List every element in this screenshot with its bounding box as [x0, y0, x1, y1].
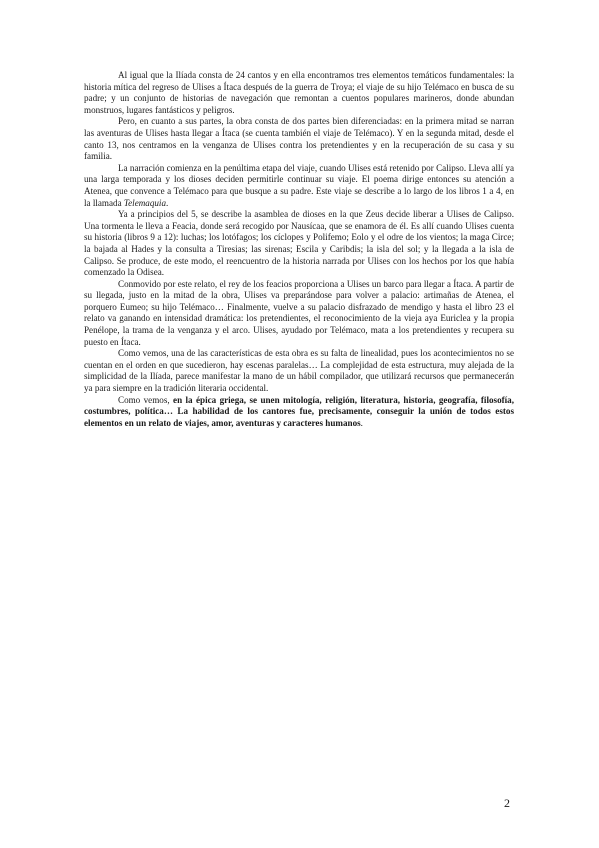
- paragraph-telemaquia-text: La narración comienza en la penúltima etapa del viaje, cuando Ulises está retenido por Calipso. Lleva allí ya una larga temporada y los dioses deciden permitirle continuar su viaje. El poema dirige entonces su atención a Atenea, que convence a Telémaco para que busque a su padre. Este viaje se describe a lo largo de los libros 1 a 4, en la llamada: [84, 162, 514, 208]
- paragraph-two-parts: Pero, en cuanto a sus partes, la obra consta de dos partes bien diferenciadas: en la primera mitad se narran las aventuras de Ulises hasta llegar a Ítaca (se cuenta también el viaje de Telémaco). Y en la segunda mitad, desde el canto 13, nos centramos en la venganza de Ulises contra los pretendientes y en la recuperación de su casa y su familia.: [84, 116, 514, 162]
- paragraph-conclusion-end: .: [360, 417, 363, 428]
- paragraph-ulises-story: Ya a principios del 5, se describe la asamblea de dioses en la que Zeus decide liberar a Ulises de Calipso. Una tormenta le lleva a Feacia, donde será recogido por Nausícaa, que se enamora de él. Es allí cuando Ulises cuenta su historia (libros 9 a 12): luchas; los lotófagos; los cíclopes y Polifemo; Eolo y el odre de los vientos; la maga Circe; la bajada al Hades y la consulta a Tiresias; las sirenas; Escila y Caribdis; la isla del sol; y la llegada a la isla de Calipso. Se produce, de este modo, el reencuentro de la historia narrada por Ulises con los hechos por los que había comenzado la Odisea.: [84, 209, 514, 278]
- paragraph-return-itaca: Conmovido por este relato, el rey de los feacios proporciona a Ulises un barco para llegar a Ítaca. A partir de su llegada, justo en la mitad de la obra, Ulises va preparándose para volver a palacio: artimañas de Atenea, el porquero Eumeo; su hijo Telémaco… Finalmente, vuelve a su palacio disfrazado de mendigo y hasta el libro 23 el relato va ganando en intensidad dramática: los pretendientes, el reconocimiento de la vieja aya Euriclea y la propia Penélope, la trama de la venganza y el arco. Ulises, ayudado por Telémaco, mata a los pretendientes y recupera su puesto en Ítaca.: [84, 278, 514, 347]
- document-body: [84, 70, 514, 429]
- paragraph-telemaquia-end: .: [166, 197, 169, 208]
- telemaquia-term: Telemaquia: [123, 197, 167, 208]
- conclusion-emphasis: en la épica griega, se unen mitología, religión, literatura, historia, geografía, filosofía, costumbres, política… La habilidad de los cantores fue, precisamente, conseguir la unión de todos estos elementos en un relato de viajes, amor, aventuras y caracteres humanos: [84, 394, 514, 428]
- page-number: 2: [504, 796, 510, 810]
- paragraph-conclusion-intro: Como vemos,: [118, 394, 174, 405]
- paragraph-structure-intro: Al igual que la Ilíada consta de 24 cantos y en ella encontramos tres elementos temáticos fundamentales: la historia mítica del regreso de Ulises a Ítaca después de la guerra de Troya; el viaje de su hijo Telémaco en busca de su padre; y un conjunto de historias de navegación que remontan a cuentos populares marineros, donde abundan monstruos, lugares fantásticos y peligros.: [84, 70, 514, 115]
- paragraph-structure-complexity: Como vemos, una de las características de esta obra es su falta de linealidad, pues los acontecimientos no se cuentan en el orden en que sucedieron, hay escenas paralelas… La complejidad de esta estructura, muy alejada de la simplicidad de la Ilíada, parece manifestar la mano de un hábil compilador, que utilizará recursos que permanecerán ya para siempre en la tradición literaria occidental.: [84, 348, 514, 394]
- paragraph-telemaquia: [84, 163, 514, 209]
- paragraph-conclusion: [84, 395, 514, 430]
